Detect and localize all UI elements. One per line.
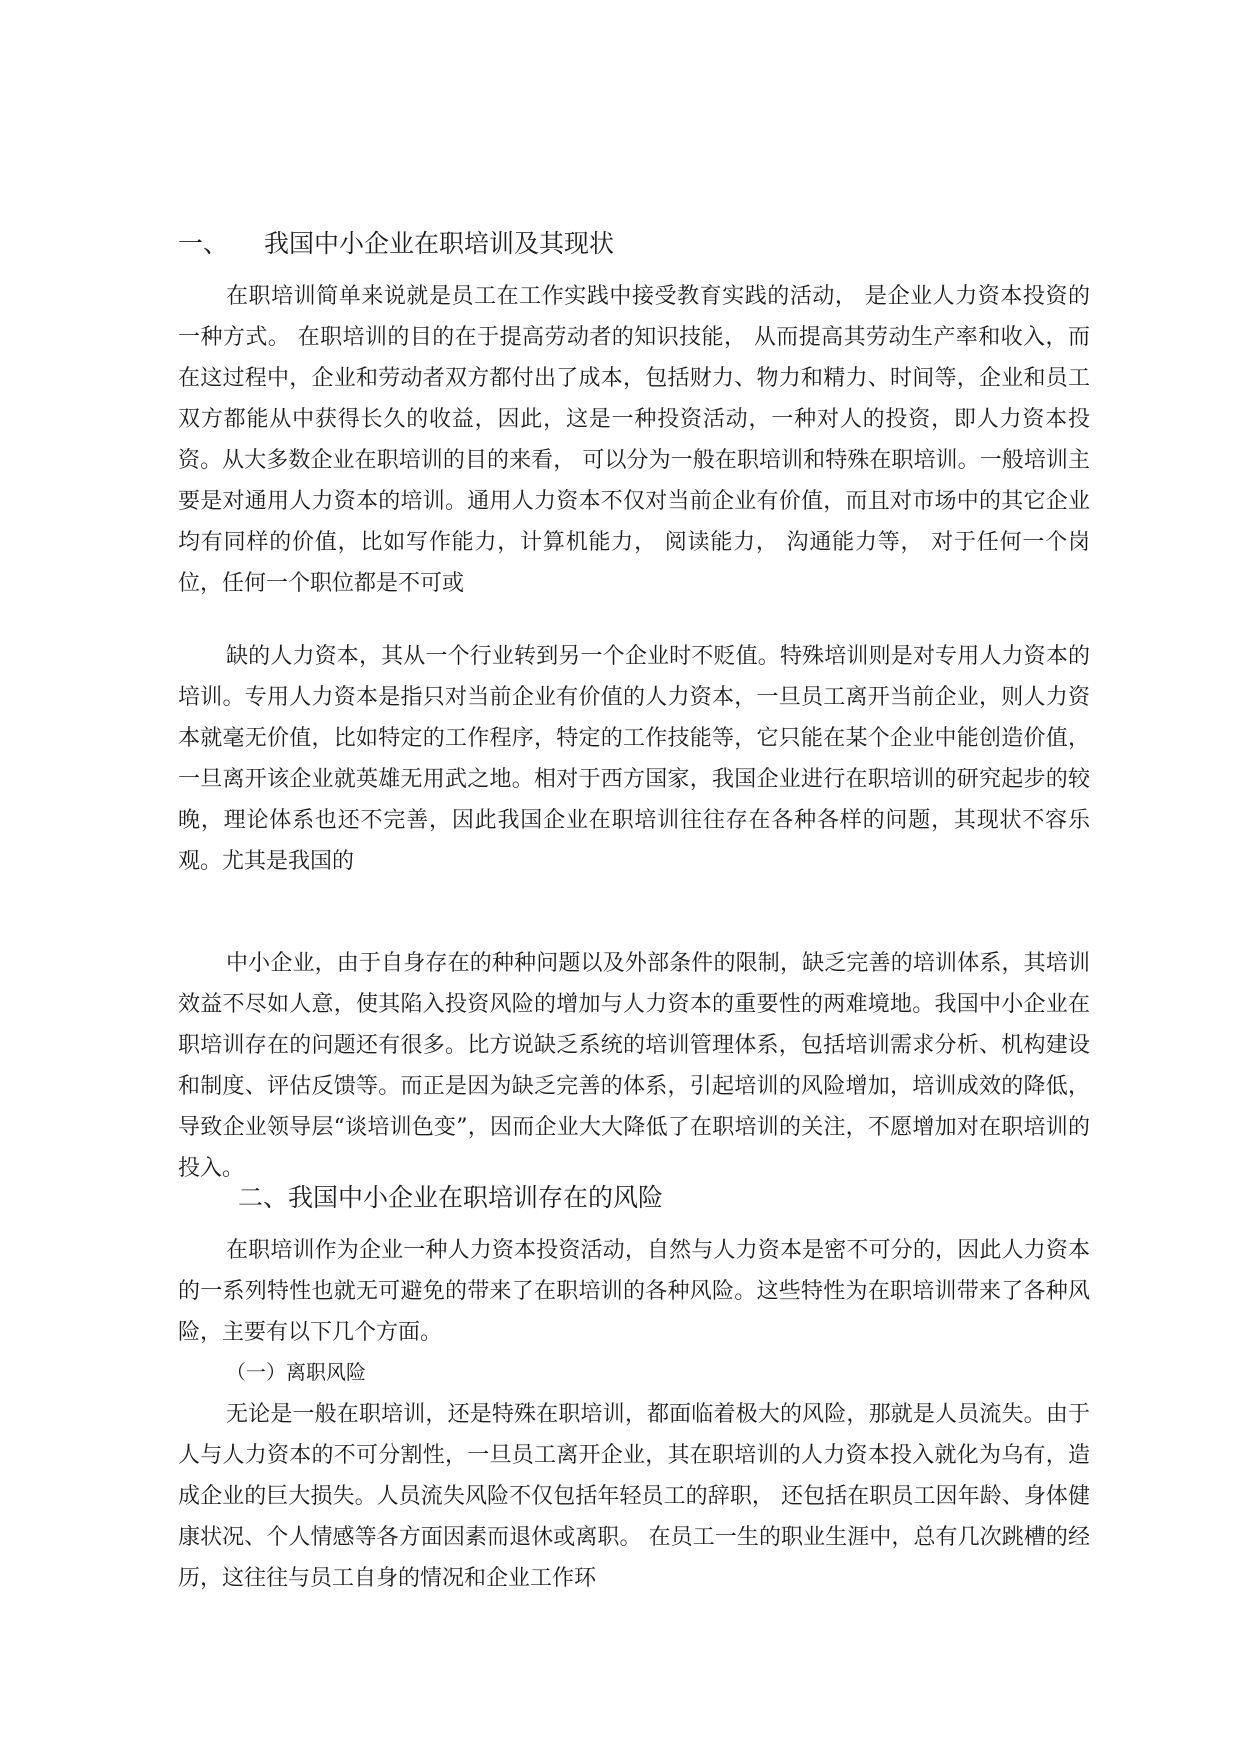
subsection-1-paragraph: 无论是一般在职培训，还是特殊在职培训，都面临着极大的风险，那就是人员流失。由于人与人力资本的不可分割性，一旦员工离开企业，其在职培训的人力资本投入就化为乌有，造成企业的巨大损失。人员流失风险不仅包括年轻员工的辞职， 还包括在职员工因年龄、身体健康状况、个人情感等各方面因素而退休或离职。 在员工一生的职业生涯中，总有几次跳槽的经历，这往往与员工自身的情况和企业工作环: [178, 1402, 1090, 1591]
section-1-paragraph-1: 在职培训简单来说就是员工在工作实践中接受教育实践的活动， 是企业人力资本投资的一种方式。 在职培训的目的在于提高劳动者的知识技能， 从而提高其劳动生产率和收入，而在这过程中，企业和劳动者双方都付出了成本，包括财力、物力和精力、时间等，企业和员工双方都能从中获得长久的收益，因此，这是一种投资活动，一种对人的投资，即人力资本投资。从大多数企业在职培训的目的来看， 可以分为一般在职培训和特殊在职培训。一般培训主要是对通用人力资本的培训。通用人力资本不仅对当前企业有价值，而且对市场中的其它企业均有同样的价值，比如写作能力，计算机能力， 阅读能力， 沟通能力等， 对于任何一个岗位，任何一个职位都是不可或: [178, 284, 1090, 596]
section-1-heading: [178, 224, 614, 264]
section-1-paragraph-2: 缺的人力资本，其从一个行业转到另一个企业时不贬值。特殊培训则是对专用人力资本的培训。专用人力资本是指只对当前企业有价值的人力资本，一旦员工离开当前企业，则人力资本就毫无价值，比如特定的工作程序，特定的工作技能等，它只能在某个企业中能创造价值，一旦离开该企业就英雄无用武之地。相对于西方国家，我国企业进行在职培训的研究起步的较晚，理论体系也还不完善，因此我国企业在职培训往往存在各种各样的问题，其现状不容乐观。尤其是我国的: [178, 644, 1090, 874]
section-1-paragraph-3: 中小企业，由于自身存在的种种问题以及外部条件的限制，缺乏完善的培训体系，其培训效益不尽如人意，使其陷入投资风险的增加与人力资本的重要性的两难境地。我国中小企业在职培训存在的问题还有很多。比方说缺乏系统的培训管理体系，包括培训需求分析、机构建设和制度、评估反馈等。而正是因为缺乏完善的体系，引起培训的风险增加，培训成效的降低，导致企业领导层“谈培训色变”，因而企业大大降低了在职培训的关注，不愿增加对在职培训的投入。: [178, 951, 1090, 1181]
section-1-title: 我国中小企业在职培训及其现状: [264, 229, 615, 258]
section-1-number: 一、: [178, 229, 229, 258]
section-2-heading: 二、我国中小企业在职培训存在的风险: [238, 1183, 664, 1212]
subsection-1-heading: （一）离职风险: [226, 1360, 366, 1384]
section-2-intro-paragraph: 在职培训作为企业一种人力资本投资活动，自然与人力资本是密不可分的，因此人力资本的一系列特性也就无可避免的带来了在职培训的各种风险。这些特性为在职培训带来了各种风险，主要有以下几个方面。: [178, 1238, 1090, 1345]
